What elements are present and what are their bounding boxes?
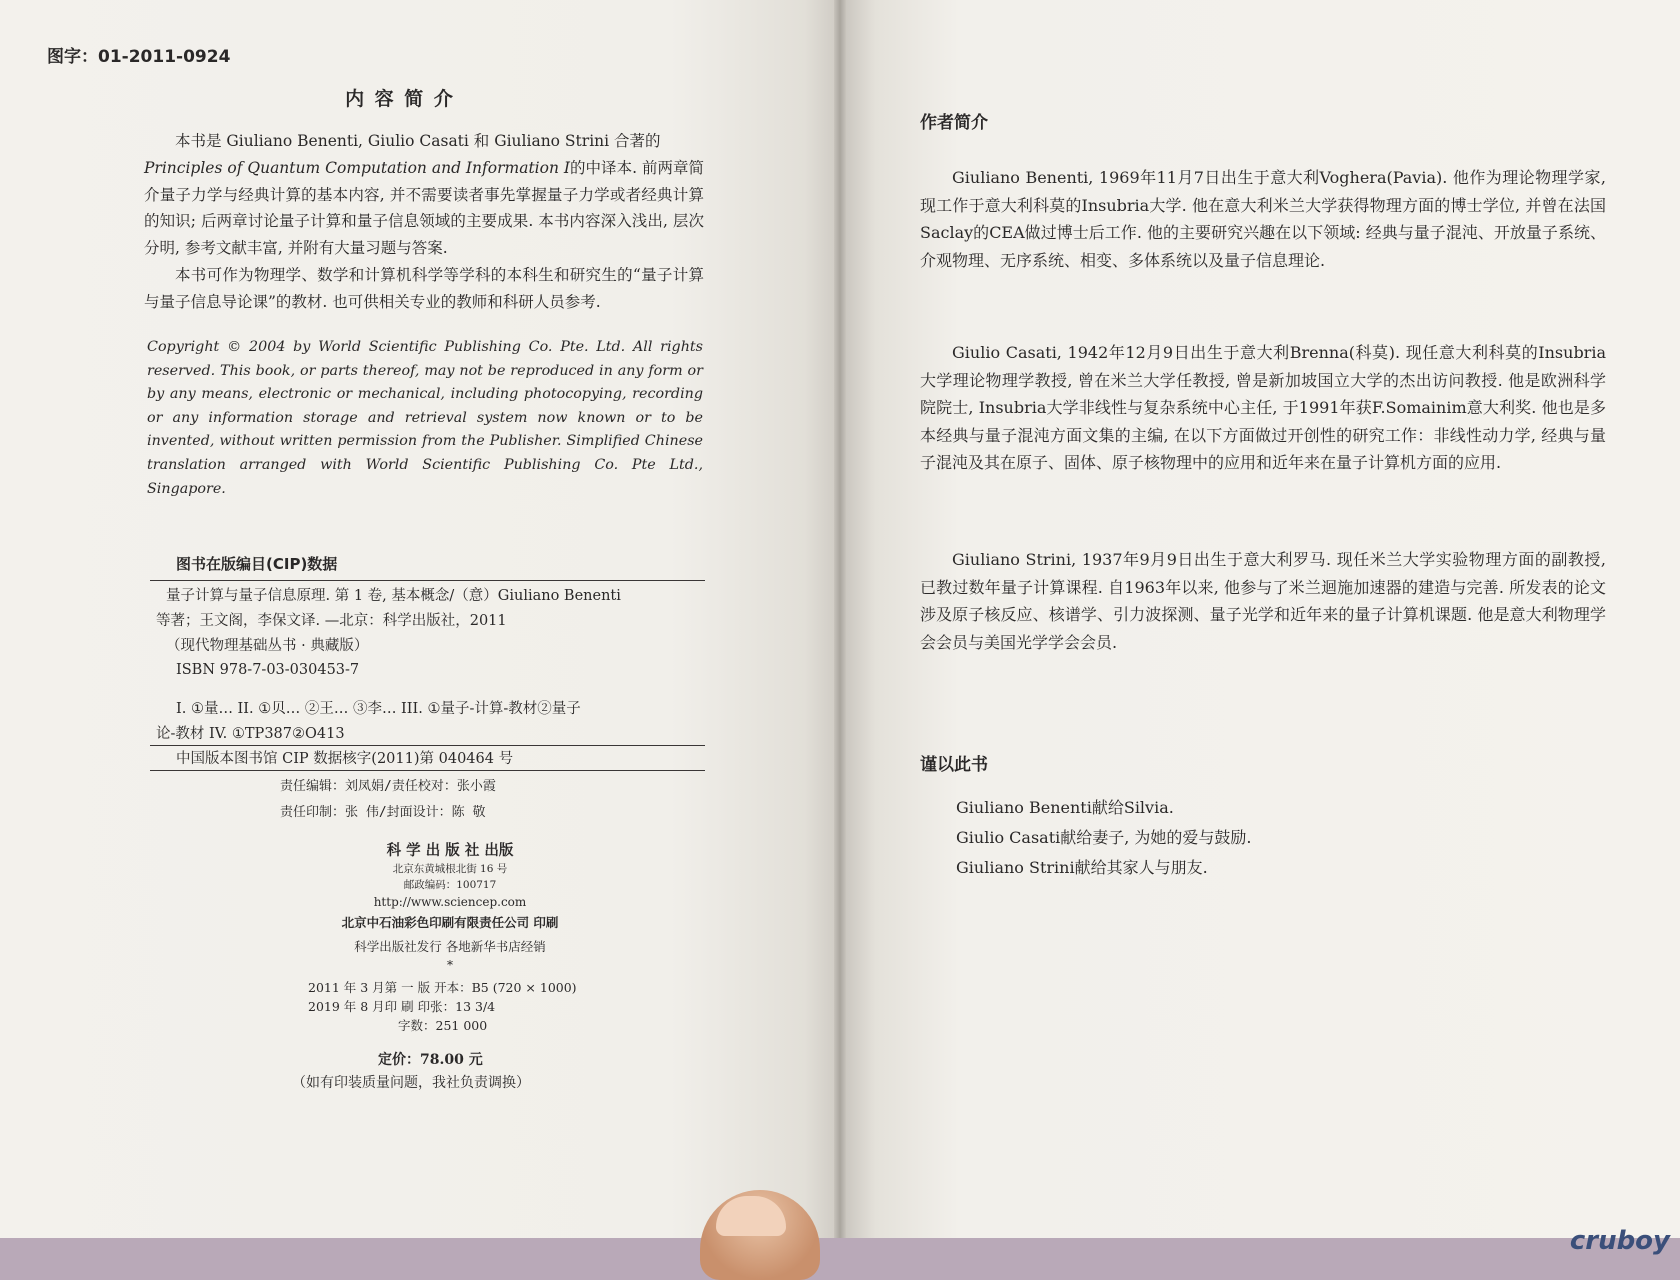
intro-title: 内 容 简 介	[345, 88, 455, 110]
copyright-notice: Copyright © 2004 by World Scientific Publishing Co. Pte. Ltd. All rights reserved. This book, or parts thereof, may not be reproduced in any form or by any means, electronic or mechanical, including photocopying, recording or any information storage and retrieval system now known or to be invented, without written permission from the Publisher. Simplified Chinese translation arranged with World Scientific Publishing Co. Pte Ltd., Singapore.	[147, 339, 703, 497]
author-bio-casati: Giulio Casati, 1942年12月9日出生于意大利Brenna(科莫). 现任意大利科莫的Insubria大学理论物理学教授, 曾在米兰大学任教授, 曾是新加坡国立大学的杰出访问教授. 他是欧洲科学院院士, Insubria大学非线性与复杂系统中心主任, 于1991年获F.Somainim意大利奖. 他也是多本经典与量子混沌方面文集的主编, 在以下方面做过开创性的研究工作：非线性动力学, 经典与量子混沌及其在原子、固体、原子核物理中的应用和近年来在量子计算机方面的应用.	[920, 343, 1606, 472]
editor-line: 责任编辑：刘凤娟/责任校对：张小霞	[280, 779, 496, 794]
edition-block	[308, 978, 577, 1035]
cip-mid-rule	[150, 745, 705, 746]
editors-block	[280, 774, 496, 826]
book-spine	[834, 0, 846, 1238]
cip-line: ISBN 978-7-03-030453-7	[176, 662, 360, 679]
author-bio-strini: Giuliano Strini, 1937年9月9日出生于意大利罗马. 现任米兰大学实验物理方面的副教授, 已教过数年量子计算课程. 自1963年以来, 他参与了米兰迴施加速器的建造与完善. 所发表的论文涉及原子核反应、核谱学、引力波探测、量子光学和近年来的量子计算机课题. 他是意大利物理学会会员与美国光学学会会员.	[920, 550, 1606, 652]
word-count: 字数：251 000	[398, 1018, 488, 1033]
dedication-list	[956, 793, 1252, 883]
printer-name: 北京中石油彩色印刷有限责任公司 印刷	[341, 915, 559, 930]
authors-title: 作者简介	[920, 113, 988, 133]
intro-paragraph-1: 的中译本. 前两章简介量子力学与经典计算的基本内容, 并不需要读者事先掌握量子力学或者经典计算的知识; 后两章讨论量子计算和量子信息领域的主要成果. 本书内容深入浅出, 层次分明, 参考文献丰富, 并附有大量习题与答案.	[144, 158, 704, 258]
cip-block	[156, 584, 706, 747]
cip-title: 图书在版编目(CIP)数据	[176, 555, 338, 573]
cip-line: 量子计算与量子信息原理. 第 1 卷, 基本概念/（意）Giuliano Benenti	[166, 588, 621, 604]
cip-number: 中国版本图书馆 CIP 数据核字(2011)第 040464 号	[176, 751, 514, 767]
cip-line: I. ①量… II. ①贝… ②王… ③李… III. ①量子-计算-教材②量子	[176, 701, 581, 718]
intro-text	[144, 128, 704, 316]
cip-line: 论-教材 IV. ①TP387②O413	[156, 725, 345, 742]
intro-paragraph-2: 本书可作为物理学、数学和计算机科学等学科的本科生和研究生的“量子计算与量子信息导论课”的教材. 也可供相关专业的教师和科研人员参考.	[144, 265, 704, 311]
publisher-url: http://www.sciencep.com	[373, 895, 527, 909]
author-bio-benenti: Giuliano Benenti, 1969年11月7日出生于意大利Voghera(Pavia). 他作为理论物理学家, 现工作于意大利科莫的Insubria大学. 他在意大利米兰大学获得物理方面的博士学位, 并曾在法国Saclay的CEA做过博士后工作. 他的主要研究兴趣在以下领域: 经典与量子混沌、开放量子系统、介观物理、无序系统、相变、多体系统以及量子信息理论.	[920, 168, 1606, 270]
intro-line-1: 本书是 Giuliano Benenti, Giulio Casati 和 Giuliano Strini 合著的	[175, 132, 661, 150]
license-code: 图字：01-2011-0924	[47, 47, 231, 67]
print-line: 2019 年 8 月印 刷 印张：13 3/4	[308, 999, 496, 1014]
cip-line: 等著；王文阁，李保文译. —北京：科学出版社，2011	[156, 612, 507, 629]
cip-line: （现代物理基础丛书 · 典藏版）	[166, 637, 369, 654]
editor-line: 责任印制：张 伟/封面设计：陈 敬	[280, 805, 486, 820]
dedication-item: Giulio Casati献给妻子, 为她的爱与鼓励.	[956, 828, 1252, 847]
dedication-item: Giuliano Benenti献给Silvia.	[956, 798, 1174, 817]
separator-star: *	[447, 958, 453, 972]
cip-bottom-rule	[150, 770, 705, 771]
quality-notice: （如有印装质量问题，我社负责调换）	[292, 1075, 530, 1091]
dedication-item: Giuliano Strini献给其家人与朋友.	[956, 858, 1208, 877]
publisher-block	[300, 840, 600, 971]
book-original-title: Principles of Quantum Computation and Information I	[144, 158, 571, 177]
cip-top-rule	[150, 580, 705, 581]
distributor: 科学出版社发行 各地新华书店经销	[354, 939, 546, 954]
publisher-address: 北京东黄城根北街 16 号	[392, 863, 508, 875]
edition-line: 2011 年 3 月第 一 版 开本：B5 (720 × 1000)	[308, 980, 577, 995]
price: 定价：78.00 元	[378, 1052, 483, 1068]
publisher-name: 科 学 出 版 社 出版	[386, 842, 514, 859]
publisher-postcode: 邮政编码：100717	[403, 878, 497, 891]
dedication-title: 谨以此书	[920, 755, 988, 775]
watermark: cruboy	[1569, 1226, 1670, 1256]
